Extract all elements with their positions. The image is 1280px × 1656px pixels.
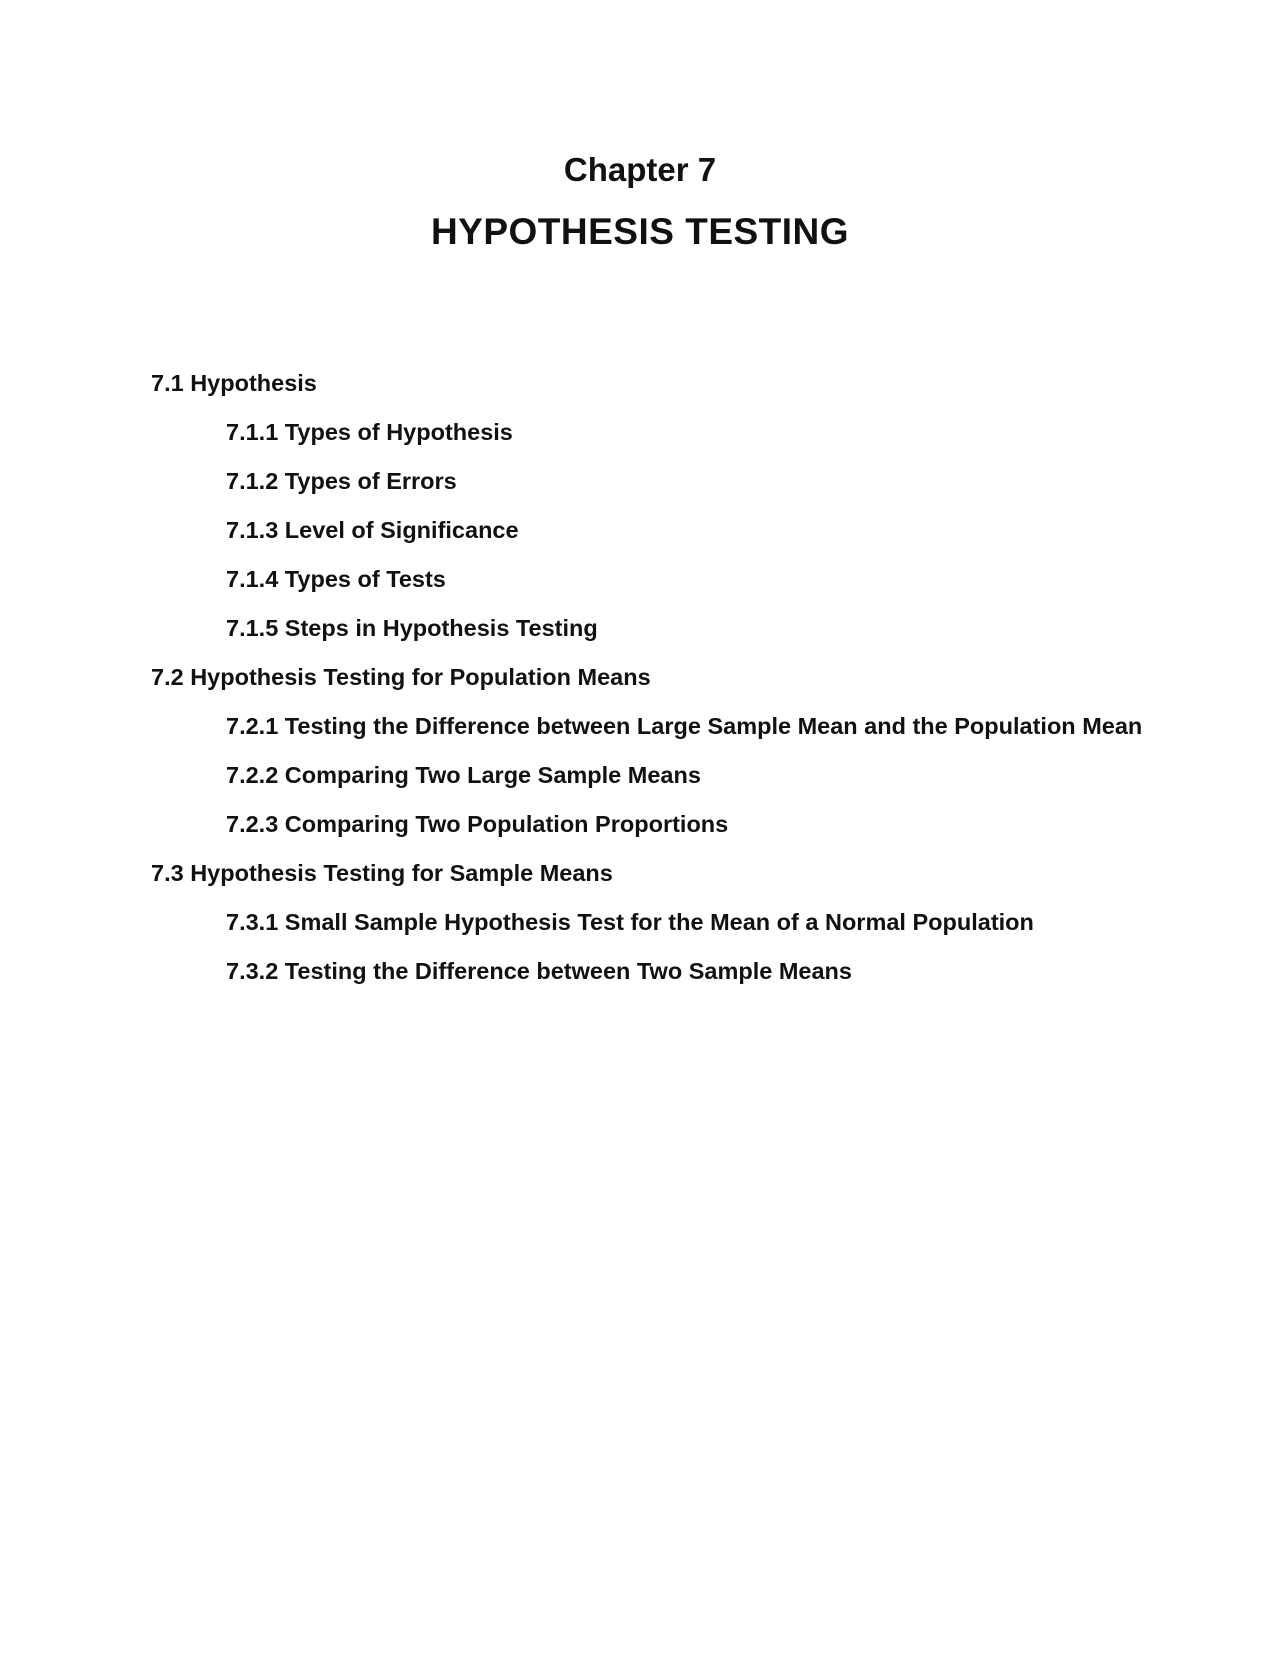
toc-subsection-7-2-1: 7.2.1 Testing the Difference between Large Sample Mean and the Population Mean [226, 713, 1143, 739]
toc-subsection-7-3-1: 7.3.1 Small Sample Hypothesis Test for the Mean of a Normal Population [226, 909, 1034, 935]
chapter-title: HYPOTHESIS TESTING [430, 211, 850, 252]
toc-subsection-7-2-2: 7.2.2 Comparing Two Large Sample Means [226, 762, 701, 788]
toc-section-7-3: 7.3 Hypothesis Testing for Sample Means [151, 860, 613, 886]
chapter-label: Chapter 7 [563, 151, 717, 188]
toc-subsection-7-1-3: 7.1.3 Level of Significance [226, 517, 519, 543]
toc-subsection-7-1-5: 7.1.5 Steps in Hypothesis Testing [226, 615, 598, 641]
toc-section-7-2: 7.2 Hypothesis Testing for Population Means [151, 664, 651, 690]
toc-section-7-1: 7.1 Hypothesis [151, 370, 317, 396]
table-of-contents [151, 367, 1151, 1004]
toc-subsection-7-1-4: 7.1.4 Types of Tests [226, 566, 446, 592]
toc-subsection-7-1-2: 7.1.2 Types of Errors [226, 468, 457, 494]
toc-subsection-7-1-1: 7.1.1 Types of Hypothesis [226, 419, 513, 445]
toc-subsection-7-3-2: 7.3.2 Testing the Difference between Two Sample Means [226, 958, 852, 984]
toc-subsection-7-2-3: 7.2.3 Comparing Two Population Proportions [226, 811, 729, 837]
